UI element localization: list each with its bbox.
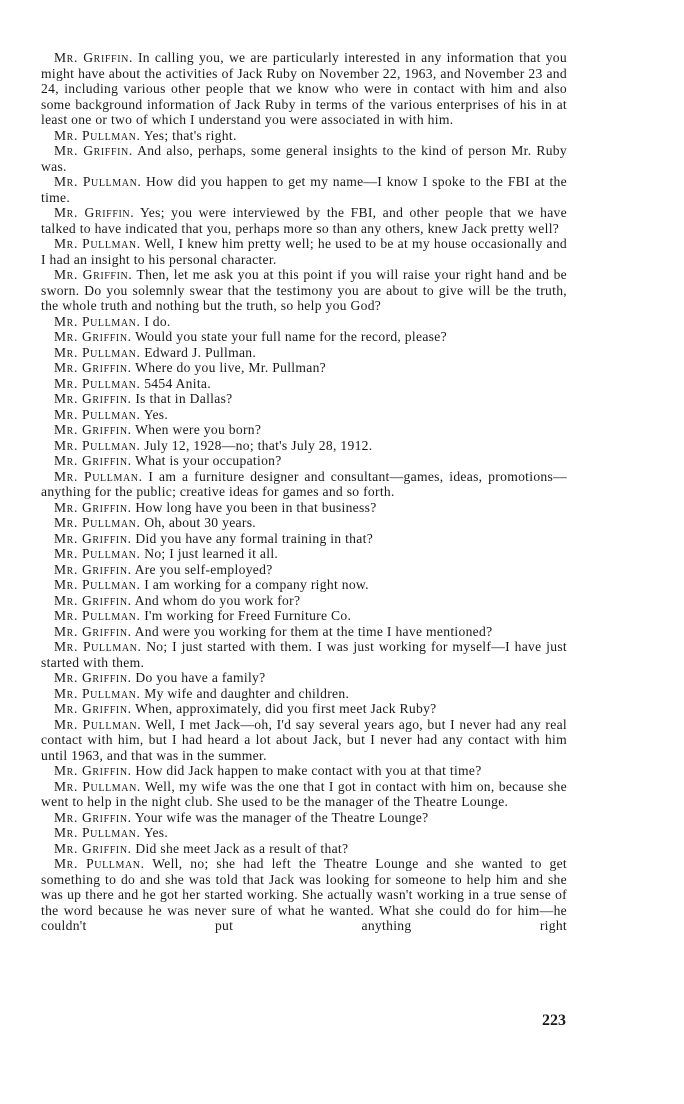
testimony-paragraph [41,779,567,810]
testimony-paragraph [41,143,567,174]
testimony-paragraph [41,593,567,609]
testimony-paragraph [41,391,567,407]
speaker-text: My wife and daughter and children. [144,685,350,701]
testimony-paragraph [41,717,567,764]
speaker-text: Would you state your full name for the record, please? [135,329,447,344]
speaker-text: How did Jack happen to make contact with you at that time? [135,763,482,778]
speaker-text: 5454 Anita. [144,375,211,391]
transcript-body [41,50,567,934]
speaker-text: Well, my wife was the one that I got in contact with him on, because she went to help in the night club. She used to be the manager of the Theatre Lounge. [41,778,567,809]
testimony-paragraph [41,810,567,826]
speaker-name: Mr. Griffin. [54,623,132,639]
speaker-name: Mr. Pullman. [54,437,141,453]
speaker-name: Mr. Pullman. [54,608,141,623]
testimony-paragraph [41,360,567,376]
speaker-text: Oh, about 30 years. [144,515,256,530]
speaker-text: I am a furniture designer and consultant—games, ideas, promotions—anything for the public; creative ideas for games and so forth. [41,468,567,499]
testimony-paragraph [41,686,567,702]
speaker-text: Then, let me ask you at this point if you will raise your right hand and be sworn. Do you solemnly swear that the testimony you are about to give will be the truth, the whole truth and nothing but the truth, so help you God? [41,267,568,313]
speaker-name: Mr. Griffin. [54,763,132,778]
testimony-paragraph [41,236,567,267]
speaker-name: Mr. Griffin. [54,670,132,685]
speaker-text: When, approximately, did you first meet Jack Ruby? [135,701,437,716]
speaker-name: Mr. Griffin. [54,453,132,468]
speaker-text: How long have you been in that business? [135,499,377,515]
speaker-text: Are you self-employed? [134,561,273,577]
speaker-text: I am working for a company right now. [144,577,369,592]
speaker-name: Mr. Pullman. [54,406,141,422]
speaker-name: Mr. Pullman. [54,639,142,654]
testimony-paragraph [41,407,567,423]
speaker-text: July 12, 1928—no; that's July 28, 1912. [144,437,373,453]
testimony-paragraph [41,577,567,593]
speaker-name: Mr. Griffin. [54,50,133,65]
testimony-paragraph [41,515,567,531]
speaker-text: How did you happen to get my name—I know I spoke to the FBI at the time. [41,174,567,205]
speaker-name: Mr. Pullman. [54,236,141,251]
speaker-text: Yes; you were interviewed by the FBI, and other people that we have talked to have indicated that you, perhaps more so than any others, knew Jack pretty well? [41,205,567,236]
testimony-paragraph [41,345,567,361]
testimony-paragraph [41,174,567,205]
testimony-paragraph [41,205,567,236]
speaker-name: Mr. Griffin. [54,143,133,158]
testimony-paragraph [41,670,567,686]
speaker-name: Mr. Pullman. [54,344,141,360]
speaker-text: I'm working for Freed Furniture Co. [144,608,352,623]
testimony-paragraph [41,701,567,717]
speaker-name: Mr. Pullman. [54,174,142,189]
speaker-name: Mr. Griffin. [54,592,132,608]
speaker-name: Mr. Pullman. [54,468,143,484]
speaker-name: Mr. Pullman. [54,313,141,329]
testimony-paragraph [41,50,567,128]
speaker-text: Edward J. Pullman. [144,344,257,360]
speaker-text: Yes. [143,825,169,840]
testimony-paragraph [41,267,567,314]
speaker-text: I do. [144,313,171,329]
speaker-name: Mr. Griffin. [54,360,132,375]
testimony-paragraph [41,608,567,624]
speaker-text: Your wife was the manager of the Theatre Lounge? [134,809,429,825]
testimony-paragraph [41,546,567,562]
speaker-name: Mr. Pullman. [54,127,141,143]
speaker-name: Mr. Pullman. [54,825,141,840]
testimony-paragraph [41,500,567,516]
speaker-text: Did she meet Jack as a result of that? [135,840,349,856]
speaker-name: Mr. Pullman. [54,546,141,561]
speaker-text: And whom do you work for? [134,592,301,608]
testimony-paragraph [41,624,567,640]
speaker-text: Do you have a family? [135,670,266,685]
speaker-name: Mr. Griffin. [54,391,132,406]
speaker-text: And also, perhaps, some general insights to the kind of person Mr. Ruby was. [41,143,567,174]
speaker-text: Well, no; she had left the Theatre Lounge and she wanted to get something to do and she was told that Jack was looking for someone to help him and she was up there and he got her started working. She actually wasn't working in a true sense of the word because he was never sure of what he wanted. What she could do for him—he couldn't put anything right [41,856,567,933]
speaker-name: Mr. Pullman. [54,375,141,391]
speaker-name: Mr. Griffin. [54,701,132,716]
speaker-text: Yes; that's right. [143,127,237,143]
testimony-paragraph [41,562,567,578]
speaker-text: When were you born? [135,422,262,437]
speaker-name: Mr. Griffin. [54,329,132,344]
testimony-paragraph [41,856,567,934]
testimony-paragraph [41,329,567,345]
testimony-paragraph [41,841,567,857]
speaker-name: Mr. Pullman. [54,577,141,592]
testimony-paragraph [41,422,567,438]
speaker-text: What is your occupation? [135,453,282,468]
testimony-paragraph [41,639,567,670]
speaker-name: Mr. Griffin. [54,840,132,856]
speaker-name: Mr. Griffin. [54,267,133,282]
speaker-name: Mr. Griffin. [54,422,132,437]
speaker-text: Well, I met Jack—oh, I'd say several years ago, but I never had any real contact with him, but I had heard a lot about Jack, but I never had any contact with him until 1963, and that was in the summer. [41,716,567,763]
page-number: 223 [542,1012,566,1029]
speaker-text: Where do you live, Mr. Pullman? [135,360,326,375]
speaker-name: Mr. Griffin. [54,561,132,577]
testimony-paragraph [41,128,567,144]
speaker-name: Mr. Griffin. [54,530,132,546]
testimony-paragraph [41,763,567,779]
testimony-paragraph [41,438,567,454]
speaker-name: Mr. Pullman. [54,685,141,701]
speaker-name: Mr. Pullman. [54,515,141,530]
speaker-name: Mr. Pullman. [54,716,142,732]
speaker-name: Mr. Pullman. [54,778,141,794]
speaker-text: Well, I knew him pretty well; he used to be at my house occasionally and I had an insight to his personal character. [41,236,568,267]
testimony-paragraph [41,825,567,841]
testimony-paragraph [41,376,567,392]
speaker-text: Did you have any formal training in that? [135,530,374,546]
speaker-text: No; I just started with them. I was just working for myself—I have just started with them. [41,639,567,670]
speaker-text: And were you working for them at the time I have mentioned? [134,623,493,639]
speaker-name: Mr. Griffin. [54,205,135,220]
speaker-text: Is that in Dallas? [135,391,233,406]
speaker-name: Mr. Griffin. [54,499,132,515]
speaker-text: In calling you, we are particularly interested in any information that you might have about the activities of Jack Ruby on November 22, 1963, and November 23 and 24, including various other people that we know who were in contact with him and also some background information of Jack Ruby in terms of the various enterprises of his in at least one or two of which I understand you were associated in with him. [41,50,567,127]
testimony-paragraph [41,453,567,469]
testimony-paragraph [41,531,567,547]
speaker-name: Mr. Pullman. [54,856,145,871]
speaker-text: Yes. [143,406,169,422]
testimony-paragraph [41,314,567,330]
testimony-paragraph [41,469,567,500]
speaker-name: Mr. Griffin. [54,809,132,825]
speaker-text: No; I just learned it all. [144,546,279,561]
